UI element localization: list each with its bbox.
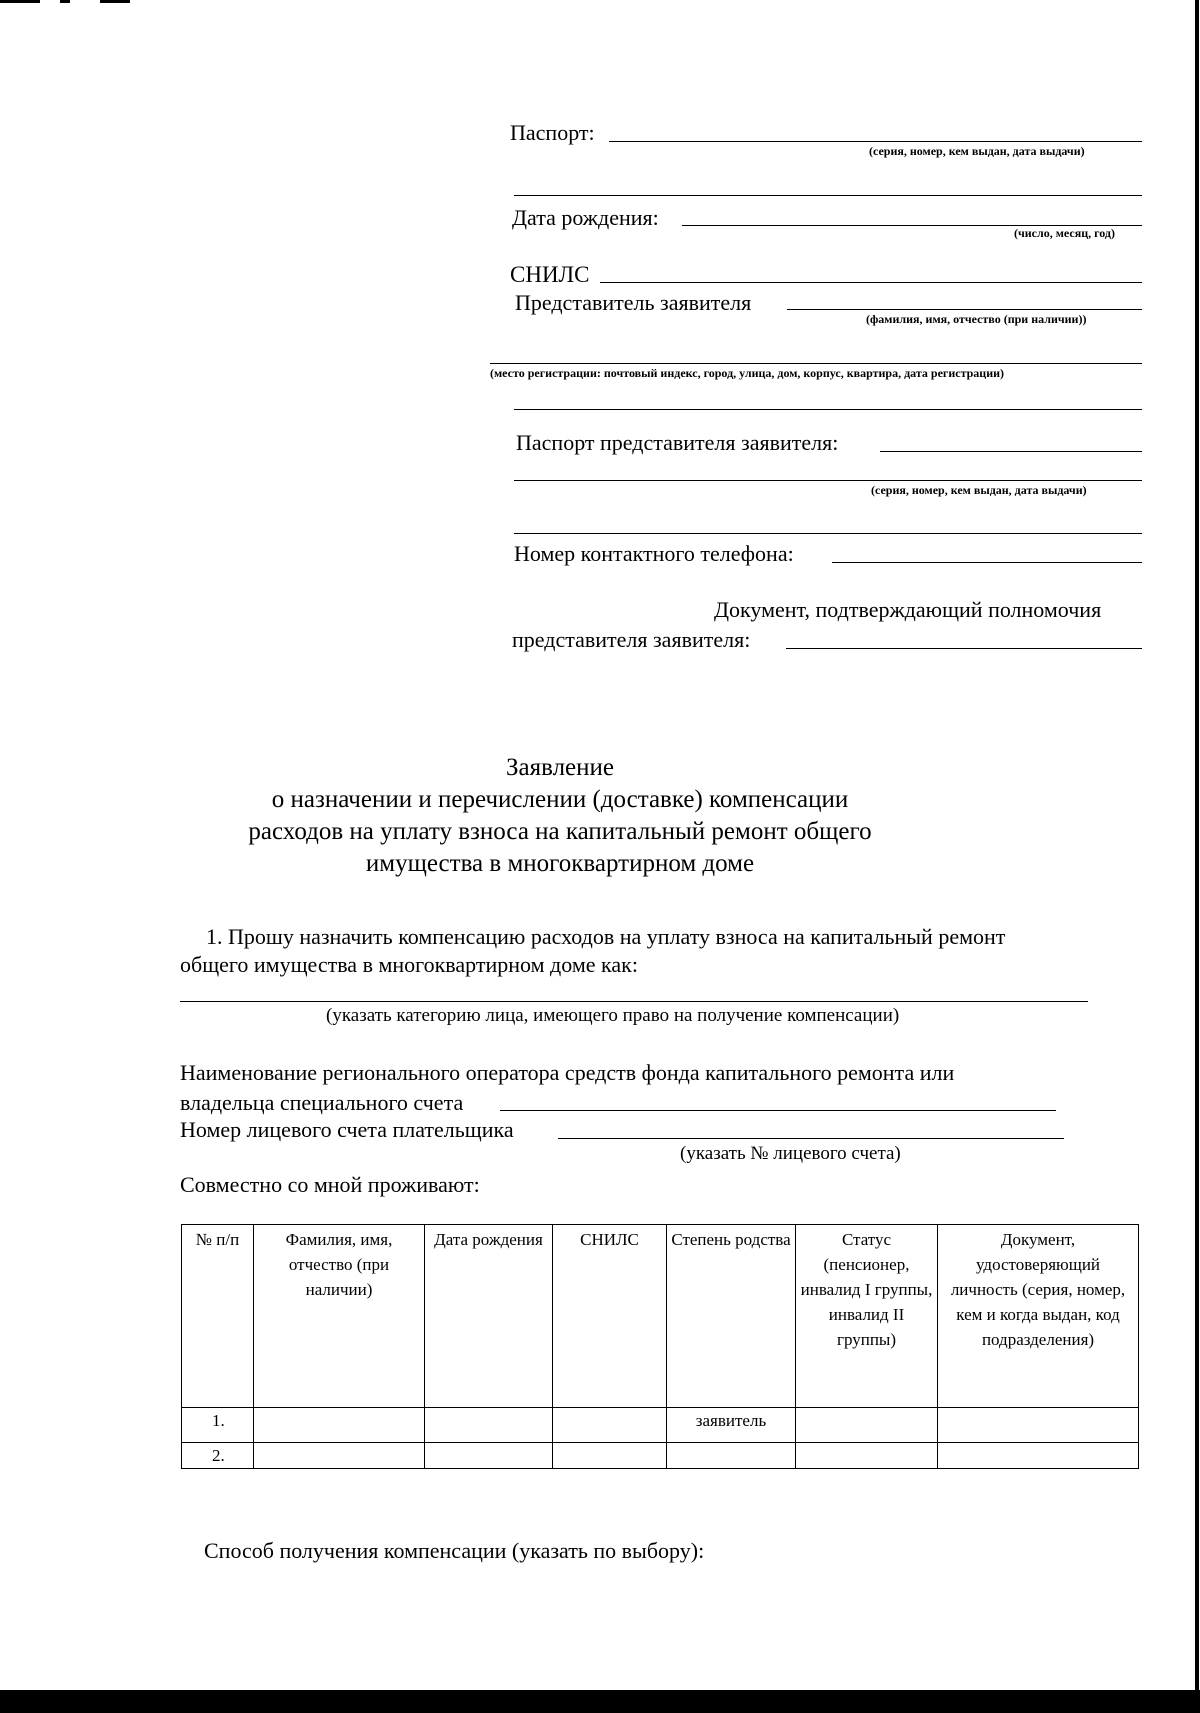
col-header-fullname: Фамилия, имя, отчество (при наличии): [254, 1225, 425, 1408]
account-caption: (указать № лицевого счета): [680, 1143, 901, 1164]
category-caption: (указать категорию лица, имеющего право на получение компенсации): [326, 1005, 900, 1026]
cell-fullname[interactable]: [254, 1443, 425, 1469]
representative-label: Представитель заявителя: [515, 290, 752, 315]
rep-passport-field-line-3[interactable]: [514, 533, 1142, 534]
row-num: 2.: [182, 1443, 254, 1469]
account-label: Номер лицевого счета плательщика: [180, 1117, 514, 1142]
document-title: Заявление: [505, 754, 615, 781]
table-row: [182, 1443, 1139, 1469]
cell-birth-date[interactable]: [425, 1443, 553, 1469]
cell-status[interactable]: [796, 1443, 938, 1469]
passport-caption: (серия, номер, кем выдан, дата выдачи): [869, 144, 1085, 158]
passport-label: Паспорт:: [510, 120, 595, 145]
cohabitants-table: [181, 1224, 1139, 1469]
cell-birth-date[interactable]: [425, 1408, 553, 1443]
scan-corner-mark: [0, 0, 140, 6]
row-num: 1.: [182, 1408, 254, 1443]
cell-relation[interactable]: [667, 1443, 796, 1469]
col-header-snils: СНИЛС: [553, 1225, 667, 1408]
representative-field-line[interactable]: [787, 309, 1142, 310]
phone-field-line[interactable]: [832, 562, 1142, 563]
rep-passport-field-line[interactable]: [880, 451, 1142, 452]
cell-relation: заявитель: [667, 1408, 796, 1443]
authority-doc-line2: представителя заявителя:: [512, 627, 751, 652]
cell-id-document[interactable]: [938, 1443, 1139, 1469]
passport-field-line-2[interactable]: [514, 195, 1142, 196]
scan-bottom-bar: [0, 1690, 1200, 1713]
birth-date-caption: (число, месяц, год): [1014, 226, 1115, 240]
authority-doc-field-line[interactable]: [786, 648, 1142, 649]
operator-line2: владельца специального счета: [180, 1090, 464, 1115]
account-field-line[interactable]: [558, 1138, 1064, 1139]
col-header-birth-date: Дата рождения: [425, 1225, 553, 1408]
snils-field-line[interactable]: [600, 282, 1142, 283]
document-subtitle-line2: расходов на уплату взноса на капитальный ремонт общего: [248, 818, 872, 845]
authority-doc-line1: Документ, подтверждающий полномочия: [714, 597, 1102, 622]
col-header-num: № п/п: [182, 1225, 254, 1408]
request-line2: общего имущества в многоквартирном доме как:: [180, 952, 638, 977]
snils-label: СНИЛС: [510, 262, 590, 287]
document-subtitle-line3: имущества в многоквартирном доме: [365, 850, 755, 877]
document-subtitle-line1: о назначении и перечислении (доставке) компенсации: [271, 786, 849, 813]
passport-field-line[interactable]: [609, 141, 1142, 142]
operator-field-line[interactable]: [500, 1110, 1056, 1111]
rep-passport-caption: (серия, номер, кем выдан, дата выдачи): [871, 483, 1087, 497]
payment-method-label: Способ получения компенсации (указать по выбору):: [204, 1538, 705, 1563]
cell-status[interactable]: [796, 1408, 938, 1443]
registration-field-line[interactable]: [490, 363, 1142, 364]
request-line1: 1. Прошу назначить компенсацию расходов на уплату взноса на капитальный ремонт: [206, 924, 1006, 949]
table-header-row: [182, 1225, 1139, 1408]
operator-line1: Наименование регионального оператора средств фонда капитального ремонта или: [180, 1060, 955, 1085]
birth-date-label: Дата рождения:: [512, 205, 659, 230]
registration-caption: (место регистрации: почтовый индекс, город, улица, дом, корпус, квартира, дата регистрации): [490, 366, 1005, 380]
scan-right-border: [1195, 0, 1199, 1690]
cell-id-document[interactable]: [938, 1408, 1139, 1443]
col-header-status: Статус (пенсионер, инвалид I группы, инвалид II группы): [796, 1225, 938, 1408]
cell-snils[interactable]: [553, 1443, 667, 1469]
category-field-line[interactable]: [180, 1001, 1088, 1002]
rep-passport-field-line-2[interactable]: [514, 480, 1142, 481]
registration-field-line-2[interactable]: [514, 409, 1142, 410]
col-header-id-document: Документ, удостоверяющий личность (серия, номер, кем и когда выдан, код подразделения): [938, 1225, 1139, 1408]
representative-caption: (фамилия, имя, отчество (при наличии)): [866, 312, 1087, 326]
cohabitants-label: Совместно со мной проживают:: [180, 1172, 480, 1197]
phone-label: Номер контактного телефона:: [514, 541, 794, 566]
cell-snils[interactable]: [553, 1408, 667, 1443]
cell-fullname[interactable]: [254, 1408, 425, 1443]
table-row: [182, 1408, 1139, 1443]
rep-passport-label: Паспорт представителя заявителя:: [516, 430, 839, 455]
col-header-relation: Степень родства: [667, 1225, 796, 1408]
